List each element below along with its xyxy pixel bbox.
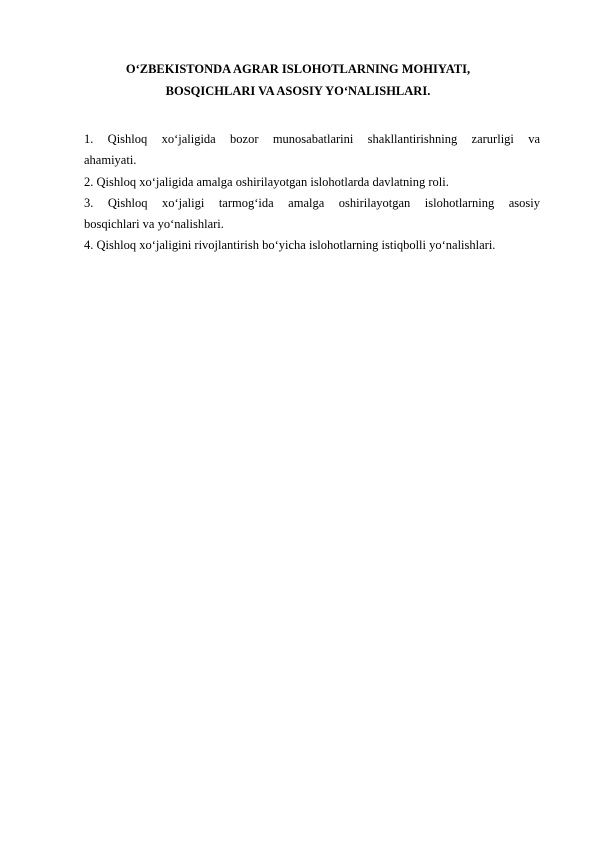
title-line-2: BOSQICHLARI VA ASOSIY YO‘NALISHLARI. — [165, 84, 431, 98]
document-title — [84, 58, 512, 102]
list-item — [84, 172, 540, 193]
list-item — [84, 235, 540, 256]
topic-list — [84, 129, 540, 257]
list-item-line: 1. Qishloq xo‘jaligida bozor munosabatlarini shakllantirishning zarurligi va — [84, 132, 540, 146]
list-item — [84, 129, 540, 172]
list-item-line: bosqichlari va yo‘nalishlari. — [84, 217, 224, 232]
list-item-line: 2. Qishloq xo‘jaligida amalga oshirilayotgan islohotlarda davlatning roli. — [84, 174, 449, 189]
list-item-line: ahamiyati. — [84, 153, 137, 168]
list-item — [84, 193, 540, 236]
title-line-1: O‘ZBEKISTONDA AGRAR ISLOHOTLARNING MOHIYATI, — [125, 62, 471, 76]
list-item-line: 3. Qishloq xo‘jaligi tarmog‘ida amalga oshirilayotgan islohotlarning asosiy — [84, 195, 540, 210]
list-item-line: 4. Qishloq xo‘jaligini rivojlantirish bo‘yicha islohotlarning istiqbolli yo‘nalishlari. — [84, 238, 496, 253]
